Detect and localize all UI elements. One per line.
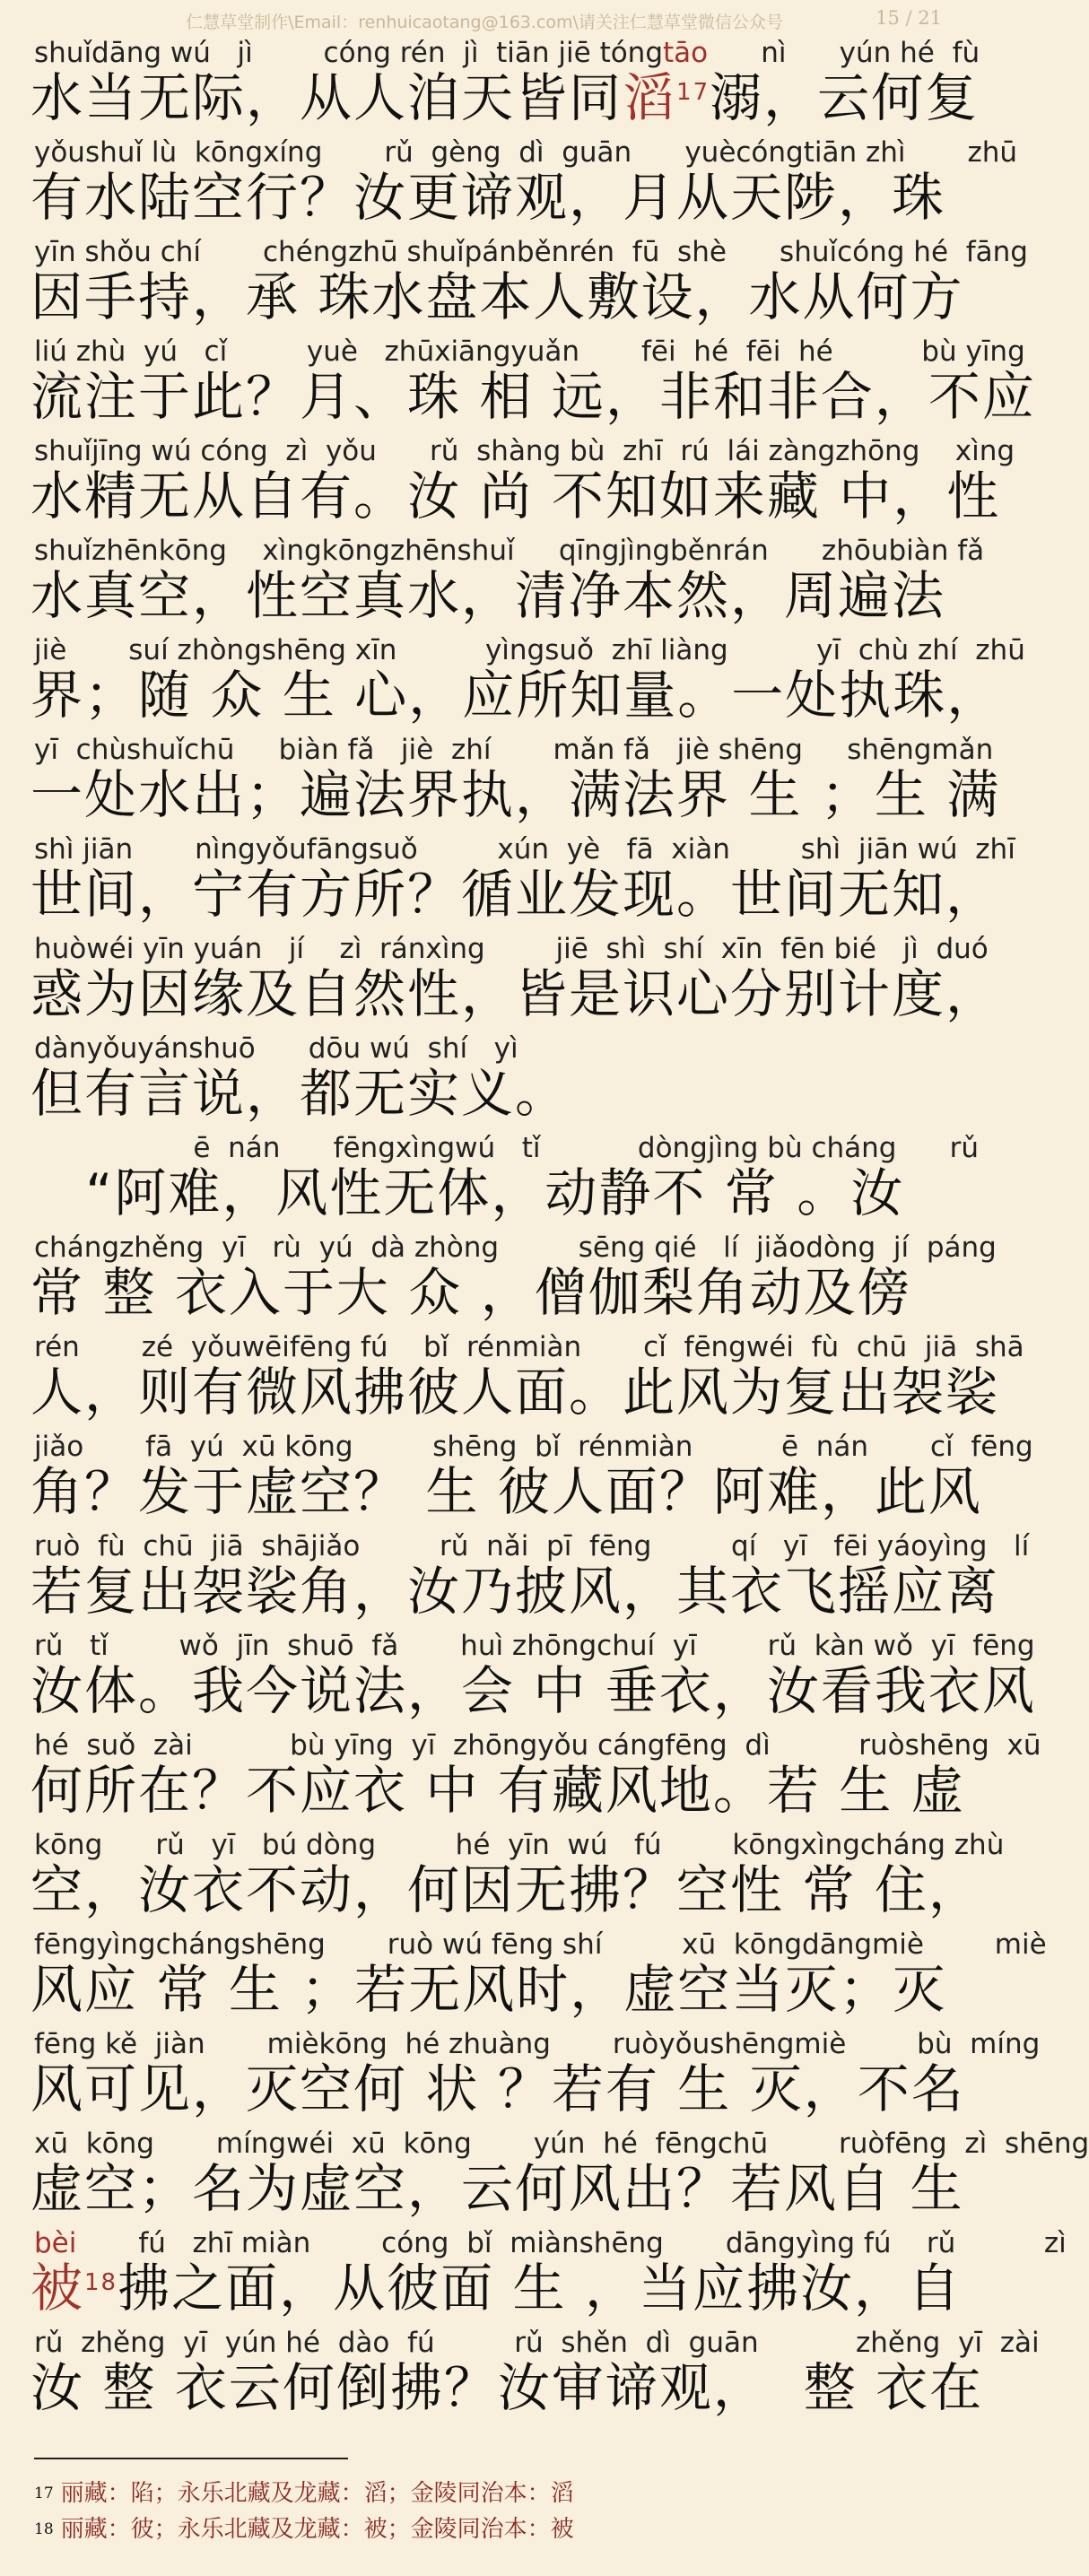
pinyin-text: hé suǒ zài bù yīng yī zhōngyǒu cángfēng dì ruòshēng xū xyxy=(34,1729,1041,1762)
pinyin-line xyxy=(34,2128,1089,2160)
pinyin-line xyxy=(34,1331,1024,1363)
pinyin-line xyxy=(34,1132,979,1164)
hanzi-text: 因手持，承 珠水盘本人敷设，水从何方 xyxy=(30,266,964,327)
hanzi-line xyxy=(30,2257,962,2319)
hanzi-line xyxy=(30,564,951,627)
pinyin-text: xū kōng míngwéi xū kōng yún hé fēngchū ruòfēng zì shēng xyxy=(34,2128,1089,2160)
hanzi-line xyxy=(30,863,1000,926)
text-line xyxy=(0,429,1015,528)
pinyin-line xyxy=(34,37,980,69)
pinyin-line xyxy=(34,933,989,965)
pinyin-text: yǒushuǐ lù kōngxíng rǔ gèng dì guān yuècóngtiān zhì zhū xyxy=(34,136,1018,169)
pinyin-line xyxy=(34,136,1018,169)
pinyin-text: fēngyìngchángshēng ruò wú fēng shí xū kōngdāngmiè miè xyxy=(34,1928,1047,1961)
pinyin-line xyxy=(34,1530,1030,1562)
hanzi-text: 有水陆空行？汝更谛观，月从天陟，珠 xyxy=(30,167,946,228)
pinyin-text: chángzhěng yī rù yú dà zhòng sēng qié lí jiǎodòng jí páng xyxy=(34,1231,997,1264)
hanzi-text: 界；随 众 生 心，应所知量。一处执珠， xyxy=(30,665,1001,726)
hanzi-text: 流注于此？月、珠 相 远，非和非合，不应 xyxy=(30,366,1036,427)
pinyin-text: ē nán fēngxìngwú tǐ dòngjìng bù cháng rǔ xyxy=(34,1132,979,1164)
hanzi-line xyxy=(30,664,1001,727)
variant-character: 被 xyxy=(30,2258,85,2319)
pinyin-text: fēng kě jiàn mièkōng hé zhuàng ruòyǒushēngmiè bù míng xyxy=(34,2028,1041,2060)
text-line xyxy=(0,230,1028,329)
text-line xyxy=(0,329,1036,429)
pinyin-line xyxy=(34,535,985,567)
pinyin-text: shì jiān nìngyǒufāngsuǒ xún yè fā xiàn shì jiān wú zhī xyxy=(34,833,1015,866)
hanzi-text: 汝 整 衣云何倒拂？汝审谛观， 整 衣在 xyxy=(30,2357,984,2418)
text-line xyxy=(0,1126,979,1225)
hanzi-text: 角？发于虚空？ 生 彼人面？阿难，此风 xyxy=(30,1461,982,1522)
hanzi-line xyxy=(30,763,1001,826)
pinyin-line xyxy=(34,1431,1033,1463)
pinyin-line xyxy=(34,1231,997,1264)
hanzi-text: “阿难，风性无体，动静不 常 。汝 xyxy=(30,1162,905,1223)
text-line xyxy=(0,1623,1036,1723)
header-text: 仁慧草堂制作\Email：renhuicaotang@163.com\请关注仁慧草堂微信公众号 xyxy=(186,13,783,32)
pinyin-line xyxy=(34,1630,1035,1662)
hanzi-text: 常 整 衣入于大 众 ，僧伽梨角动及傍 xyxy=(30,1262,911,1323)
text-line xyxy=(0,2121,1089,2221)
pinyin-text: dànyǒuyánshuō dōu wú shí yì xyxy=(34,1032,518,1065)
pinyin-line xyxy=(34,2028,1041,2060)
pinyin-text: yī chùshuǐchū biàn fǎ jiè zhí mǎn fǎ jiè shēng shēngmǎn xyxy=(34,734,994,766)
hanzi-line xyxy=(30,1560,1000,1623)
pinyin-line xyxy=(34,236,1028,268)
pinyin-text: rén zé yǒuwēifēng fú bǐ rénmiàn cǐ fēngwéi fù chū jiā shā xyxy=(34,1331,1024,1363)
text-line xyxy=(0,2221,1067,2320)
pinyin-text: kōng rǔ yī bú dòng hé yīn wú fú kōngxìngcháng zhù xyxy=(34,1829,1005,1861)
hanzi-text: 人，则有微风拂彼人面。此风为复出袈裟 xyxy=(30,1362,1000,1423)
hanzi-line xyxy=(30,1162,951,1224)
hanzi-text: 惑为因缘及自然性，皆是识心分别计度， xyxy=(30,963,1000,1024)
sutra-text xyxy=(0,30,1089,2420)
text-line xyxy=(0,30,980,130)
pinyin-line xyxy=(34,2227,1067,2259)
pinyin-text: huòwéi yīn yuán jí zì ránxìng jiē shì shí xīn fēn bié jì duó xyxy=(34,933,989,965)
footnotes xyxy=(34,2476,931,2547)
hanzi-text: 空，汝衣不动，何因无拂？空性 常 住， xyxy=(30,1859,982,1920)
pinyin-line xyxy=(34,634,1025,666)
hanzi-line xyxy=(30,1659,1036,1722)
hanzi-text: 汝体。我今说法，会 中 垂衣，汝看我衣风 xyxy=(30,1660,1036,1721)
pinyin-line xyxy=(34,435,1015,467)
hanzi-text: 若复出袈裟角，汝乃披风，其衣飞摇应离 xyxy=(30,1561,1000,1622)
hanzi-line xyxy=(30,1361,1000,1423)
hanzi-text: 世间，宁有方所？循业发现。世间无知， xyxy=(30,864,1000,925)
pinyin-line xyxy=(34,335,1025,368)
hanzi-line xyxy=(30,1062,951,1125)
pinyin-line xyxy=(34,1829,1005,1861)
pinyin-line xyxy=(34,2327,1040,2359)
pinyin-line xyxy=(34,833,1015,866)
pinyin-text: shuǐjīng wú cóng zì yǒu rǔ shàng bù zhī rú lái zàngzhōng xìng xyxy=(34,435,1015,467)
text-line xyxy=(0,1723,1041,1823)
pinyin-text: rǔ zhěng yī yún hé dào fú rǔ shěn dì guān zhěng yī zài xyxy=(34,2327,1040,2359)
pinyin-text: nì yún hé fù xyxy=(708,37,980,69)
footnote-number: 18 xyxy=(34,2520,54,2538)
pinyin-line xyxy=(34,1928,1047,1961)
hanzi-line xyxy=(30,2058,965,2120)
hanzi-line xyxy=(30,166,951,229)
hanzi-text: 水真空，性空真水，清净本然，周遍法 xyxy=(30,565,946,626)
hanzi-text: 风应 常 生 ；若无风时，虚空当灭；灭 xyxy=(30,1959,947,2020)
pinyin-text: fú zhī miàn cóng bǐ miànshēng dāngyìng fú rǔ zì xyxy=(76,2227,1067,2259)
pinyin-text: shuǐdāng wú jì cóng rén jì tiān jiē tóng xyxy=(34,37,664,69)
text-line xyxy=(0,2320,1040,2420)
hanzi-line xyxy=(30,2356,984,2419)
text-line xyxy=(0,1424,1033,1524)
text-line xyxy=(0,1026,969,1126)
pinyin-line xyxy=(34,1729,1041,1762)
text-line xyxy=(0,130,1018,230)
footnote-marker[interactable]: 17 xyxy=(676,79,710,106)
pinyin-text: rǔ tǐ wǒ jīn shuō fǎ huì zhōngchuí yī rǔ kàn wǒ yī fēng xyxy=(34,1630,1035,1662)
footnote-text: 丽藏：陷；永乐北藏及龙藏：滔；金陵同治本：滔 xyxy=(60,2480,574,2507)
pinyin-line xyxy=(34,1033,942,1064)
hanzi-text: 虚空；名为虚空，云何风出？若风自 生 xyxy=(30,2158,964,2219)
hanzi-text: 风可见，灭空何 状 ？若有 生 灭，不名 xyxy=(30,2058,965,2119)
hanzi-line xyxy=(30,465,1001,527)
text-line xyxy=(0,927,1000,1026)
footnote xyxy=(34,2511,931,2547)
text-line xyxy=(0,628,1025,727)
footnote-text: 丽藏：彼；永乐北藏及龙藏：被；金陵同治本：被 xyxy=(60,2516,574,2543)
hanzi-line xyxy=(30,265,964,328)
pinyin-text: yīn shǒu chí chéngzhū shuǐpánběnrén fū shè shuǐcóng hé fāng xyxy=(34,236,1028,268)
text-line xyxy=(0,1325,1024,1424)
hanzi-text: 溺，云何复 xyxy=(710,67,980,128)
hanzi-line xyxy=(30,66,980,129)
hanzi-line xyxy=(30,365,1036,428)
hanzi-text: 水精无从自有。汝 尚 不知如来藏 中，性 xyxy=(30,466,1001,527)
pinyin-text: liú zhù yú cǐ yuè zhūxiāngyuǎn fēi hé fēi hé bù yīng xyxy=(34,335,1025,368)
pinyin-text: jiǎo fā yú xū kōng shēng bǐ rénmiàn ē nán cǐ fēng xyxy=(34,1431,1033,1463)
text-line xyxy=(0,827,1015,927)
text-line xyxy=(0,2022,1041,2121)
pinyin-variant: bèi xyxy=(34,2227,77,2259)
hanzi-text: 水当无际，从人洎天皆同 xyxy=(30,67,623,128)
variant-character: 滔 xyxy=(623,67,677,128)
hanzi-text: 一处水出；遍法界执，满法界 生 ；生 满 xyxy=(30,764,1001,825)
hanzi-text: 何所在？不应衣 中 有藏风地。若 生 虚 xyxy=(30,1760,965,1821)
hanzi-line xyxy=(30,2157,964,2220)
text-line xyxy=(0,1922,1047,2022)
text-line xyxy=(0,727,1001,827)
footnote-marker[interactable]: 18 xyxy=(84,2269,118,2296)
hanzi-line xyxy=(30,1759,965,1822)
hanzi-line xyxy=(30,962,1000,1025)
page-number: 15 / 21 xyxy=(876,7,942,29)
footnote xyxy=(34,2476,931,2511)
text-line xyxy=(0,1524,1030,1623)
hanzi-text: 拂之面，从彼面 生 ，当应拂汝，自 xyxy=(118,2258,962,2319)
hanzi-line xyxy=(30,1858,982,1921)
text-line xyxy=(0,1225,997,1325)
footnote-number: 17 xyxy=(34,2485,54,2502)
hanzi-line xyxy=(30,1261,951,1324)
pinyin-text: shuǐzhēnkōng xìngkōngzhēnshuǐ qīngjìngběnrán zhōubiàn fǎ xyxy=(34,535,985,567)
footnote-divider xyxy=(34,2458,348,2459)
pinyin-text: jiè suí zhòngshēng xīn yìngsuǒ zhī liàng yī chù zhí zhū xyxy=(34,634,1025,666)
pinyin-line xyxy=(34,734,994,766)
hanzi-line xyxy=(30,1460,982,1523)
hanzi-text: 但有言说，都无实义。 xyxy=(30,1063,570,1124)
pinyin-text: ruò fù chū jiā shājiǎo rǔ nǎi pī fēng qí yī fēi yáoyìng lí xyxy=(34,1530,1030,1562)
text-line xyxy=(0,528,985,628)
pinyin-variant: tāo xyxy=(663,37,709,69)
text-line xyxy=(0,1823,1005,1922)
hanzi-line xyxy=(30,1958,951,2021)
